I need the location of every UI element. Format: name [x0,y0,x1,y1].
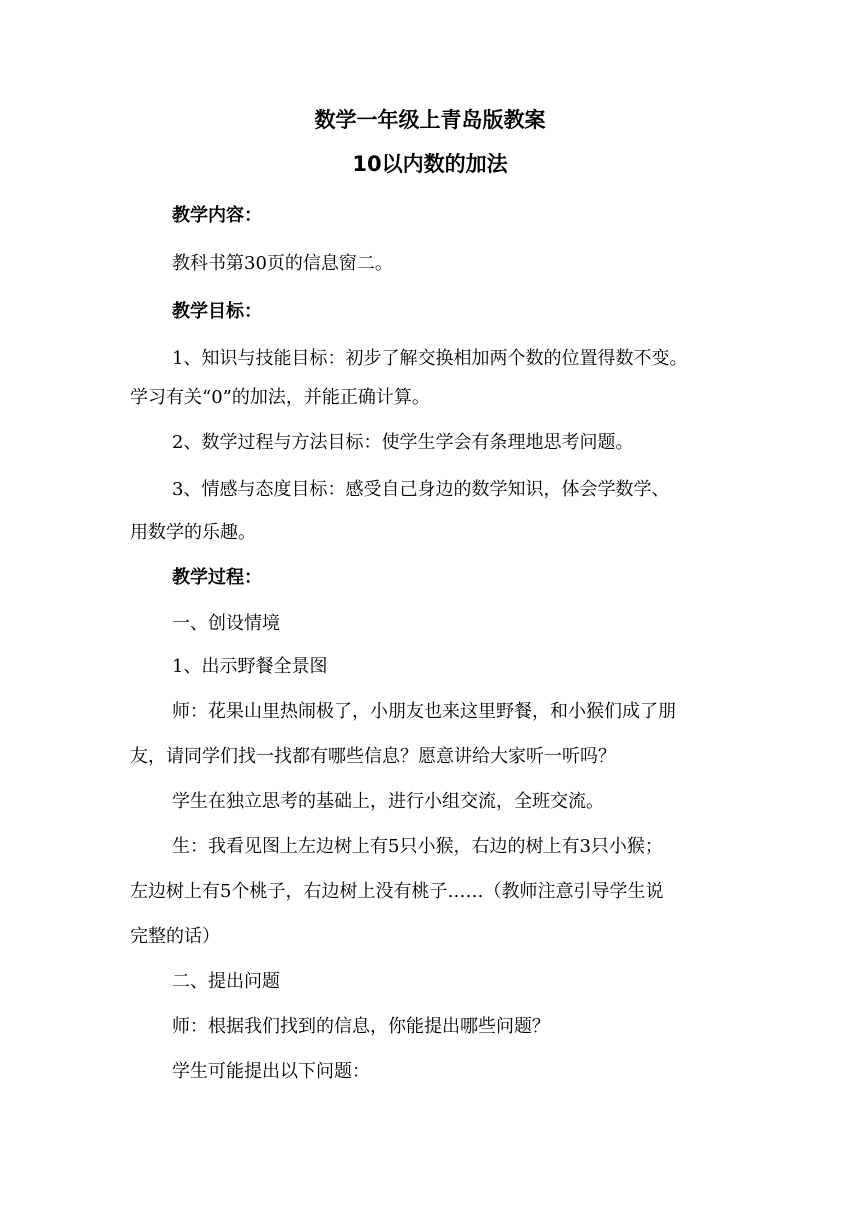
heading-teaching-content: 教学内容： [172,205,262,226]
document-subtitle: 10以内数的加法 [352,152,508,176]
document-title: 数学一年级上青岛版教案 [314,108,546,132]
section-heading: 二、提出问题 [172,971,280,992]
paragraph-line: 3、情感与态度目标：感受自己身边的数学知识，体会学数学、 [172,479,670,500]
paragraph-line: 友，请同学们找一找都有哪些信息？愿意讲给大家听一听吗？ [130,746,616,767]
paragraph-line: 师：根据我们找到的信息，你能提出哪些问题？ [172,1016,550,1037]
paragraph-line: 学生可能提出以下问题： [172,1061,370,1082]
paragraph-line: 学生在独立思考的基础上，进行小组交流，全班交流。 [172,791,604,812]
paragraph-line: 1、知识与技能目标：初步了解交换相加两个数的位置得数不变。 [172,348,688,369]
paragraph-line: 师：花果山里热闹极了，小朋友也来这里野餐，和小猴们成了朋 [172,701,676,722]
paragraph-line: 完整的话） [130,926,220,947]
paragraph-line: 左边树上有5个桃子，右边树上没有桃子……（教师注意引导学生说 [130,881,664,902]
heading-teaching-process: 教学过程： [172,567,262,588]
section-heading: 一、创设情境 [172,613,280,634]
paragraph-line: 生：我看见图上左边树上有5只小猴，右边的树上有3只小猴； [172,836,663,857]
paragraph-line: 2、数学过程与方法目标：使学生学会有条理地思考问题。 [172,432,634,453]
paragraph-line: 教科书第30页的信息窗二。 [172,253,393,274]
heading-teaching-goals: 教学目标： [172,301,262,322]
paragraph-line: 学习有关“0”的加法，并能正确计算。 [130,387,430,408]
paragraph-line: 用数学的乐趣。 [130,522,256,543]
paragraph-line: 1、出示野餐全景图 [172,656,328,677]
